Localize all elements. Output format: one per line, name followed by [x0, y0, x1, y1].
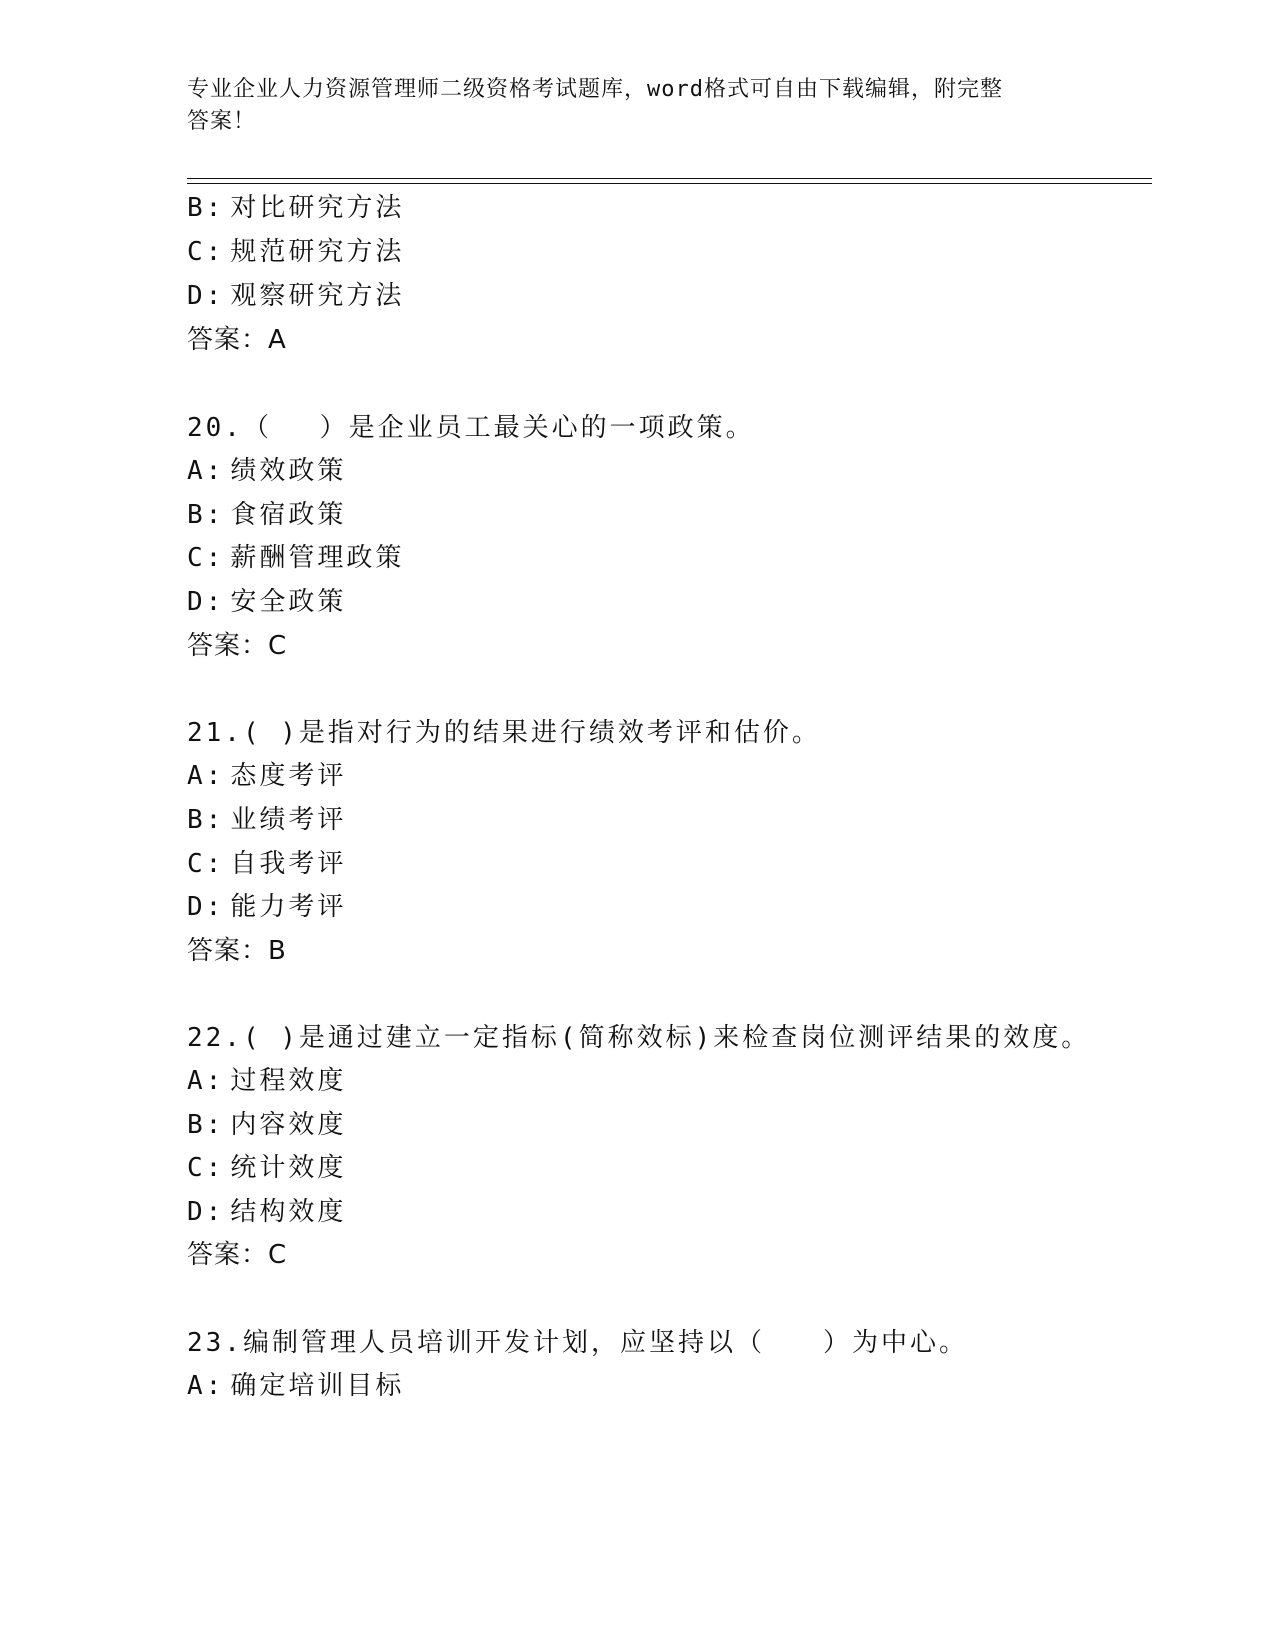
question-23-stem: 23.编制管理人员培训开发计划，应坚持以（ ）为中心。	[187, 1328, 968, 1358]
option-d	[187, 586, 346, 618]
answer-line: 答案：C	[187, 631, 288, 661]
header-divider-top	[187, 178, 1152, 179]
option-c	[187, 1152, 346, 1184]
option-text: 统计效度	[230, 1153, 347, 1183]
option-c	[187, 236, 404, 268]
option-text: 绩效政策	[230, 456, 347, 486]
option-d	[187, 1196, 346, 1228]
option-text: 内容效度	[230, 1110, 347, 1140]
question-20-stem: 20.（ ）是企业员工最关心的一项政策。	[187, 413, 755, 443]
option-a	[187, 760, 346, 792]
option-label: B:	[187, 1110, 225, 1140]
question-22-stem: 22.( )是通过建立一定指标(简称效标)来检查岗位测评结果的效度。	[187, 1023, 1091, 1053]
option-label: A:	[187, 1066, 225, 1096]
option-label: C:	[187, 543, 225, 573]
option-b	[187, 192, 404, 224]
header-line-1: 专业企业人力资源管理师二级资格考试题库，word格式可自由下载编辑，附完整	[187, 77, 1003, 102]
page-header	[187, 74, 1087, 138]
option-d	[187, 891, 346, 923]
option-d	[187, 280, 404, 312]
option-text: 确定培训目标	[230, 1371, 405, 1401]
option-text: 结构效度	[230, 1197, 347, 1227]
option-label: A:	[187, 1371, 225, 1401]
option-label: D:	[187, 587, 225, 617]
option-text: 态度考评	[230, 761, 347, 791]
option-text: 自我考评	[230, 849, 347, 879]
option-a	[187, 455, 346, 487]
option-text: 观察研究方法	[230, 281, 405, 311]
option-label: C:	[187, 237, 225, 267]
option-label: B:	[187, 805, 225, 835]
answer-line: 答案：A	[187, 325, 287, 355]
option-label: D:	[187, 281, 225, 311]
option-c	[187, 848, 346, 880]
option-a	[187, 1065, 346, 1097]
option-text: 能力考评	[230, 892, 347, 922]
option-text: 业绩考评	[230, 805, 347, 835]
option-label: D:	[187, 1197, 225, 1227]
option-label: A:	[187, 456, 225, 486]
option-b	[187, 499, 346, 531]
option-label: D:	[187, 892, 225, 922]
option-a	[187, 1370, 404, 1402]
option-label: A:	[187, 761, 225, 791]
option-label: B:	[187, 500, 225, 530]
option-text: 过程效度	[230, 1066, 347, 1096]
option-c	[187, 542, 404, 574]
option-label: B:	[187, 193, 225, 223]
header-line-2: 答案！	[187, 109, 257, 134]
option-text: 对比研究方法	[230, 193, 405, 223]
option-b	[187, 804, 346, 836]
question-21-stem: 21.( )是指对行为的结果进行绩效考评和估价。	[187, 718, 821, 748]
option-text: 食宿政策	[230, 500, 347, 530]
option-text: 规范研究方法	[230, 237, 405, 267]
option-text: 安全政策	[230, 587, 347, 617]
answer-line: 答案：C	[187, 1240, 288, 1270]
option-label: C:	[187, 849, 225, 879]
option-label: C:	[187, 1153, 225, 1183]
option-text: 薪酬管理政策	[230, 543, 405, 573]
option-b	[187, 1109, 346, 1141]
header-divider-bottom	[187, 183, 1152, 184]
answer-line: 答案：B	[187, 936, 287, 966]
